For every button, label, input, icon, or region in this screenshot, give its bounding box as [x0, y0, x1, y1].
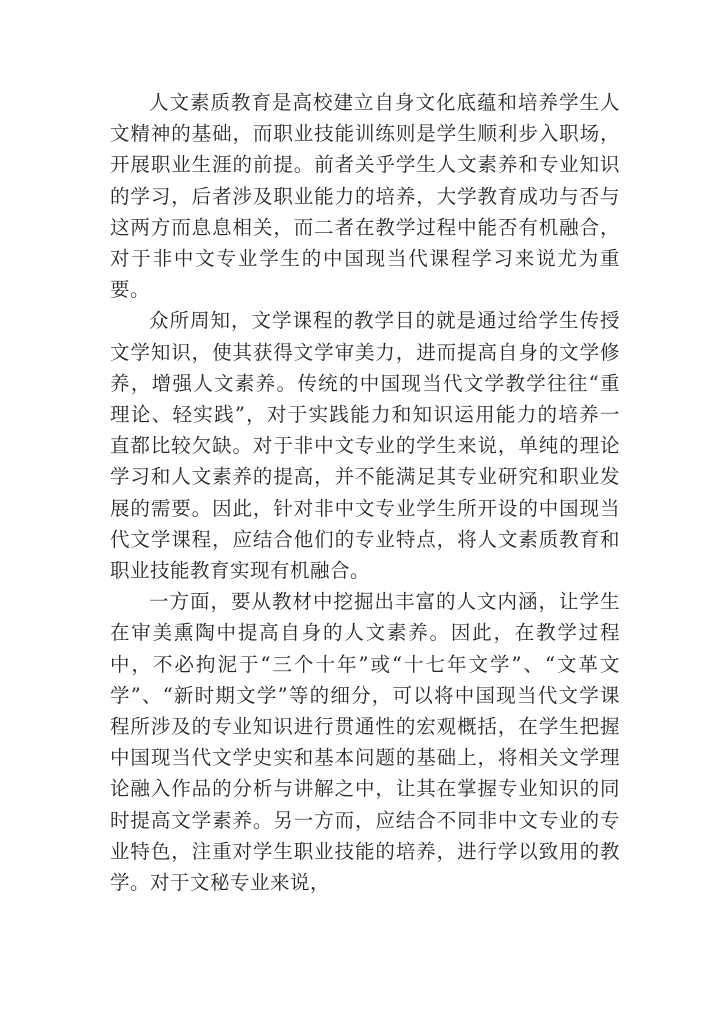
paragraph-1: 人文素质教育是高校建立自身文化底蕴和培养学生人文精神的基础，而职业技能训练则是学生顺利步入职场，开展职业生涯的前提。前者关乎学生人文素养和专业知识的学习，后者涉及职业能力的培养，大学教育成功与否与这两方而息息相关，而二者在教学过程中能否有机融合，对于非中文专业学生的中国现当代课程学习来说尤为重要。 [110, 91, 620, 302]
paragraph-3: 一方面，要从教材中挖掘出丰富的人文内涵，让学生在审美熏陶中提高自身的人文素养。因此，在教学过程中，不必拘泥于“三个十年”或“十七年文学”、“文革文学”、“新时期文学”等的细分，可以将中国现当代文学课程所涉及的专业知识进行贯通性的宏观概括，在学生把握中国现当代文学史实和基本问题的基础上，将相关文学理论融入作品的分析与讲解之中，让其在掌握专业知识的同时提高文学素养。另一方而，应结合不同非中文专业的专业特色，注重对学生职业技能的培养，进行学以致用的教学。对于文秘专业来说， [110, 590, 620, 895]
document-body [110, 87, 620, 898]
paragraph-2: 众所周知，文学课程的教学目的就是通过给学生传授文学知识，使其获得文学审美力，进而提高自身的文学修养，增强人文素养。传统的中国现当代文学教学往往“重理论、轻实践”，对于实践能力和知识运用能力的培养一直都比较欠缺。对于非中文专业的学生来说，单纯的理论学习和人文素养的提高，并不能满足其专业研究和职业发展的需要。因此，针对非中文专业学生所开设的中国现当代文学课程，应结合他们的专业特点，将人文素质教育和职业技能教育实现有机融合。 [110, 309, 620, 583]
